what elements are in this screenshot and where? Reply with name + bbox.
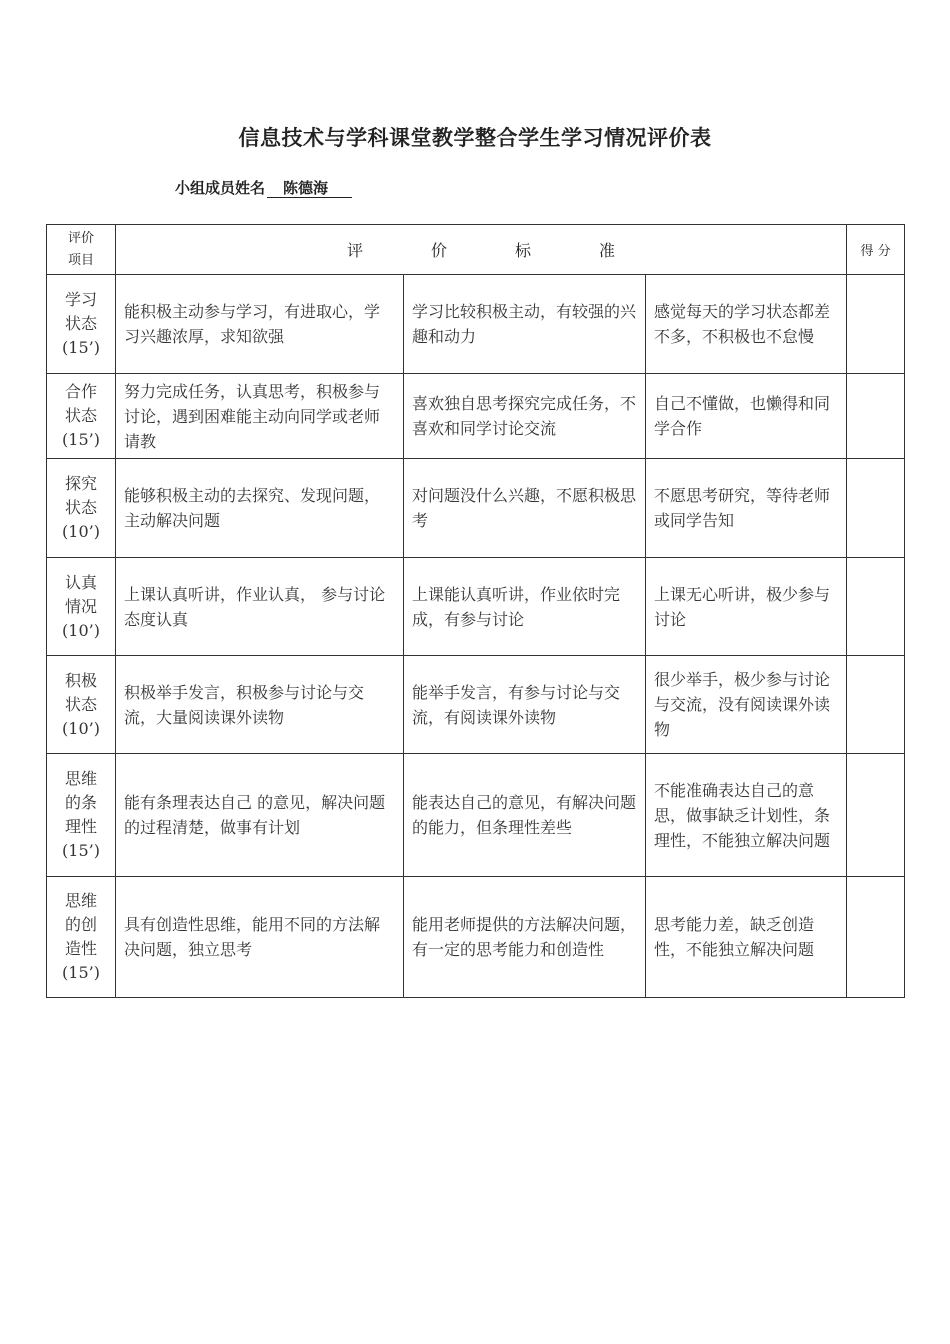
criterion-fair: 能举手发言，有参与讨论与交流，有阅读课外读物 xyxy=(404,656,646,754)
criterion-poor: 感觉每天的学习状态都差不多，不积极也不怠慢 xyxy=(646,275,847,374)
header-standard-cell xyxy=(116,225,847,275)
header-standard-char: 评 xyxy=(346,241,363,260)
criterion-good: 积极举手发言，积极参与讨论与交流，大量阅读课外读物 xyxy=(116,656,404,754)
criterion-good: 能积极主动参与学习，有进取心，学习兴趣浓厚，求知欲强 xyxy=(116,275,404,374)
criterion-fair: 上课能认真听讲，作业依时完成，有参与讨论 xyxy=(404,558,646,656)
evaluation-table xyxy=(46,224,905,998)
page-title: 信息技术与学科课堂教学整合学生学习情况评价表 xyxy=(238,126,712,150)
header-score-cell: 得 分 xyxy=(847,225,905,275)
criterion-fair: 喜欢独自思考探究完成任务，不喜欢和同学讨论交流 xyxy=(404,374,646,459)
criterion-good: 能够积极主动的去探究、发现问题，主动解决问题 xyxy=(116,459,404,558)
criterion-poor: 自己不懂做，也懒得和同学合作 xyxy=(646,374,847,459)
score-cell[interactable] xyxy=(847,558,905,656)
criterion-poor: 上课无心听讲，极少参与讨论 xyxy=(646,558,847,656)
criterion-poor: 思考能力差，缺乏创造性，不能独立解决问题 xyxy=(646,877,847,998)
item-points: (15’) xyxy=(62,430,100,449)
item-points: (10’) xyxy=(62,522,100,541)
header-item-label: 评价项目 xyxy=(67,230,94,268)
criterion-poor: 不能准确表达自己的意思，做事缺乏计划性，条理性，不能独立解决问题 xyxy=(646,754,847,877)
item-name: 合作状态 xyxy=(64,382,97,425)
item-cell xyxy=(47,754,116,877)
score-cell[interactable] xyxy=(847,754,905,877)
score-cell[interactable] xyxy=(847,275,905,374)
header-standard-char: 标 xyxy=(515,241,532,260)
member-line xyxy=(175,177,352,198)
item-name: 探究状态 xyxy=(64,474,97,517)
score-cell[interactable] xyxy=(847,374,905,459)
item-name: 思维的条理性 xyxy=(64,769,97,836)
item-points: (15’) xyxy=(62,963,100,982)
criterion-fair: 对问题没什么兴趣，不愿积极思考 xyxy=(404,459,646,558)
item-cell xyxy=(47,459,116,558)
item-points: (15’) xyxy=(62,841,100,860)
criterion-good: 具有创造性思维，能用不同的方法解决问题，独立思考 xyxy=(116,877,404,998)
table-row xyxy=(47,459,905,558)
criterion-good: 努力完成任务，认真思考，积极参与讨论，遇到困难能主动向同学或老师请教 xyxy=(116,374,404,459)
item-name: 认真情况 xyxy=(64,572,97,616)
item-points: (10’) xyxy=(62,718,100,738)
item-cell xyxy=(47,558,116,656)
criterion-good: 上课认真听讲，作业认真， 参与讨论态度认真 xyxy=(116,558,404,656)
item-name: 学习状态 xyxy=(64,290,97,333)
item-cell xyxy=(47,877,116,998)
table-row xyxy=(47,754,905,877)
item-cell xyxy=(47,656,116,754)
score-cell[interactable] xyxy=(847,877,905,998)
item-name: 积极状态 xyxy=(64,670,97,714)
criterion-poor: 很少举手，极少参与讨论与交流，没有阅读课外读物 xyxy=(646,656,847,754)
item-name: 思维的创造性 xyxy=(64,891,97,958)
table-header-row xyxy=(47,225,905,275)
item-points: (10’) xyxy=(62,620,100,640)
table-row xyxy=(47,656,905,754)
criterion-fair: 能用老师提供的方法解决问题，有一定的思考能力和创造性 xyxy=(404,877,646,998)
item-cell xyxy=(47,374,116,459)
header-standard-char: 价 xyxy=(431,241,448,260)
item-points: (15’) xyxy=(62,338,100,357)
criterion-fair: 能表达自己的意见，有解决问题的能力，但条理性差些 xyxy=(404,754,646,877)
table-row xyxy=(47,374,905,459)
member-label: 小组成员姓名 xyxy=(175,179,266,197)
criterion-fair: 学习比较积极主动，有较强的兴趣和动力 xyxy=(404,275,646,374)
item-cell xyxy=(47,275,116,374)
score-cell[interactable] xyxy=(847,459,905,558)
table-row xyxy=(47,275,905,374)
criterion-good: 能有条理表达自己 的意见，解决问题的过程清楚，做事有计划 xyxy=(116,754,404,877)
header-item-cell xyxy=(47,225,116,275)
header-standard-char: 准 xyxy=(599,241,616,260)
table-row xyxy=(47,877,905,998)
score-cell[interactable] xyxy=(847,656,905,754)
member-name: 陈德海 xyxy=(267,179,352,198)
table-row xyxy=(47,558,905,656)
criterion-poor: 不愿思考研究，等待老师或同学告知 xyxy=(646,459,847,558)
